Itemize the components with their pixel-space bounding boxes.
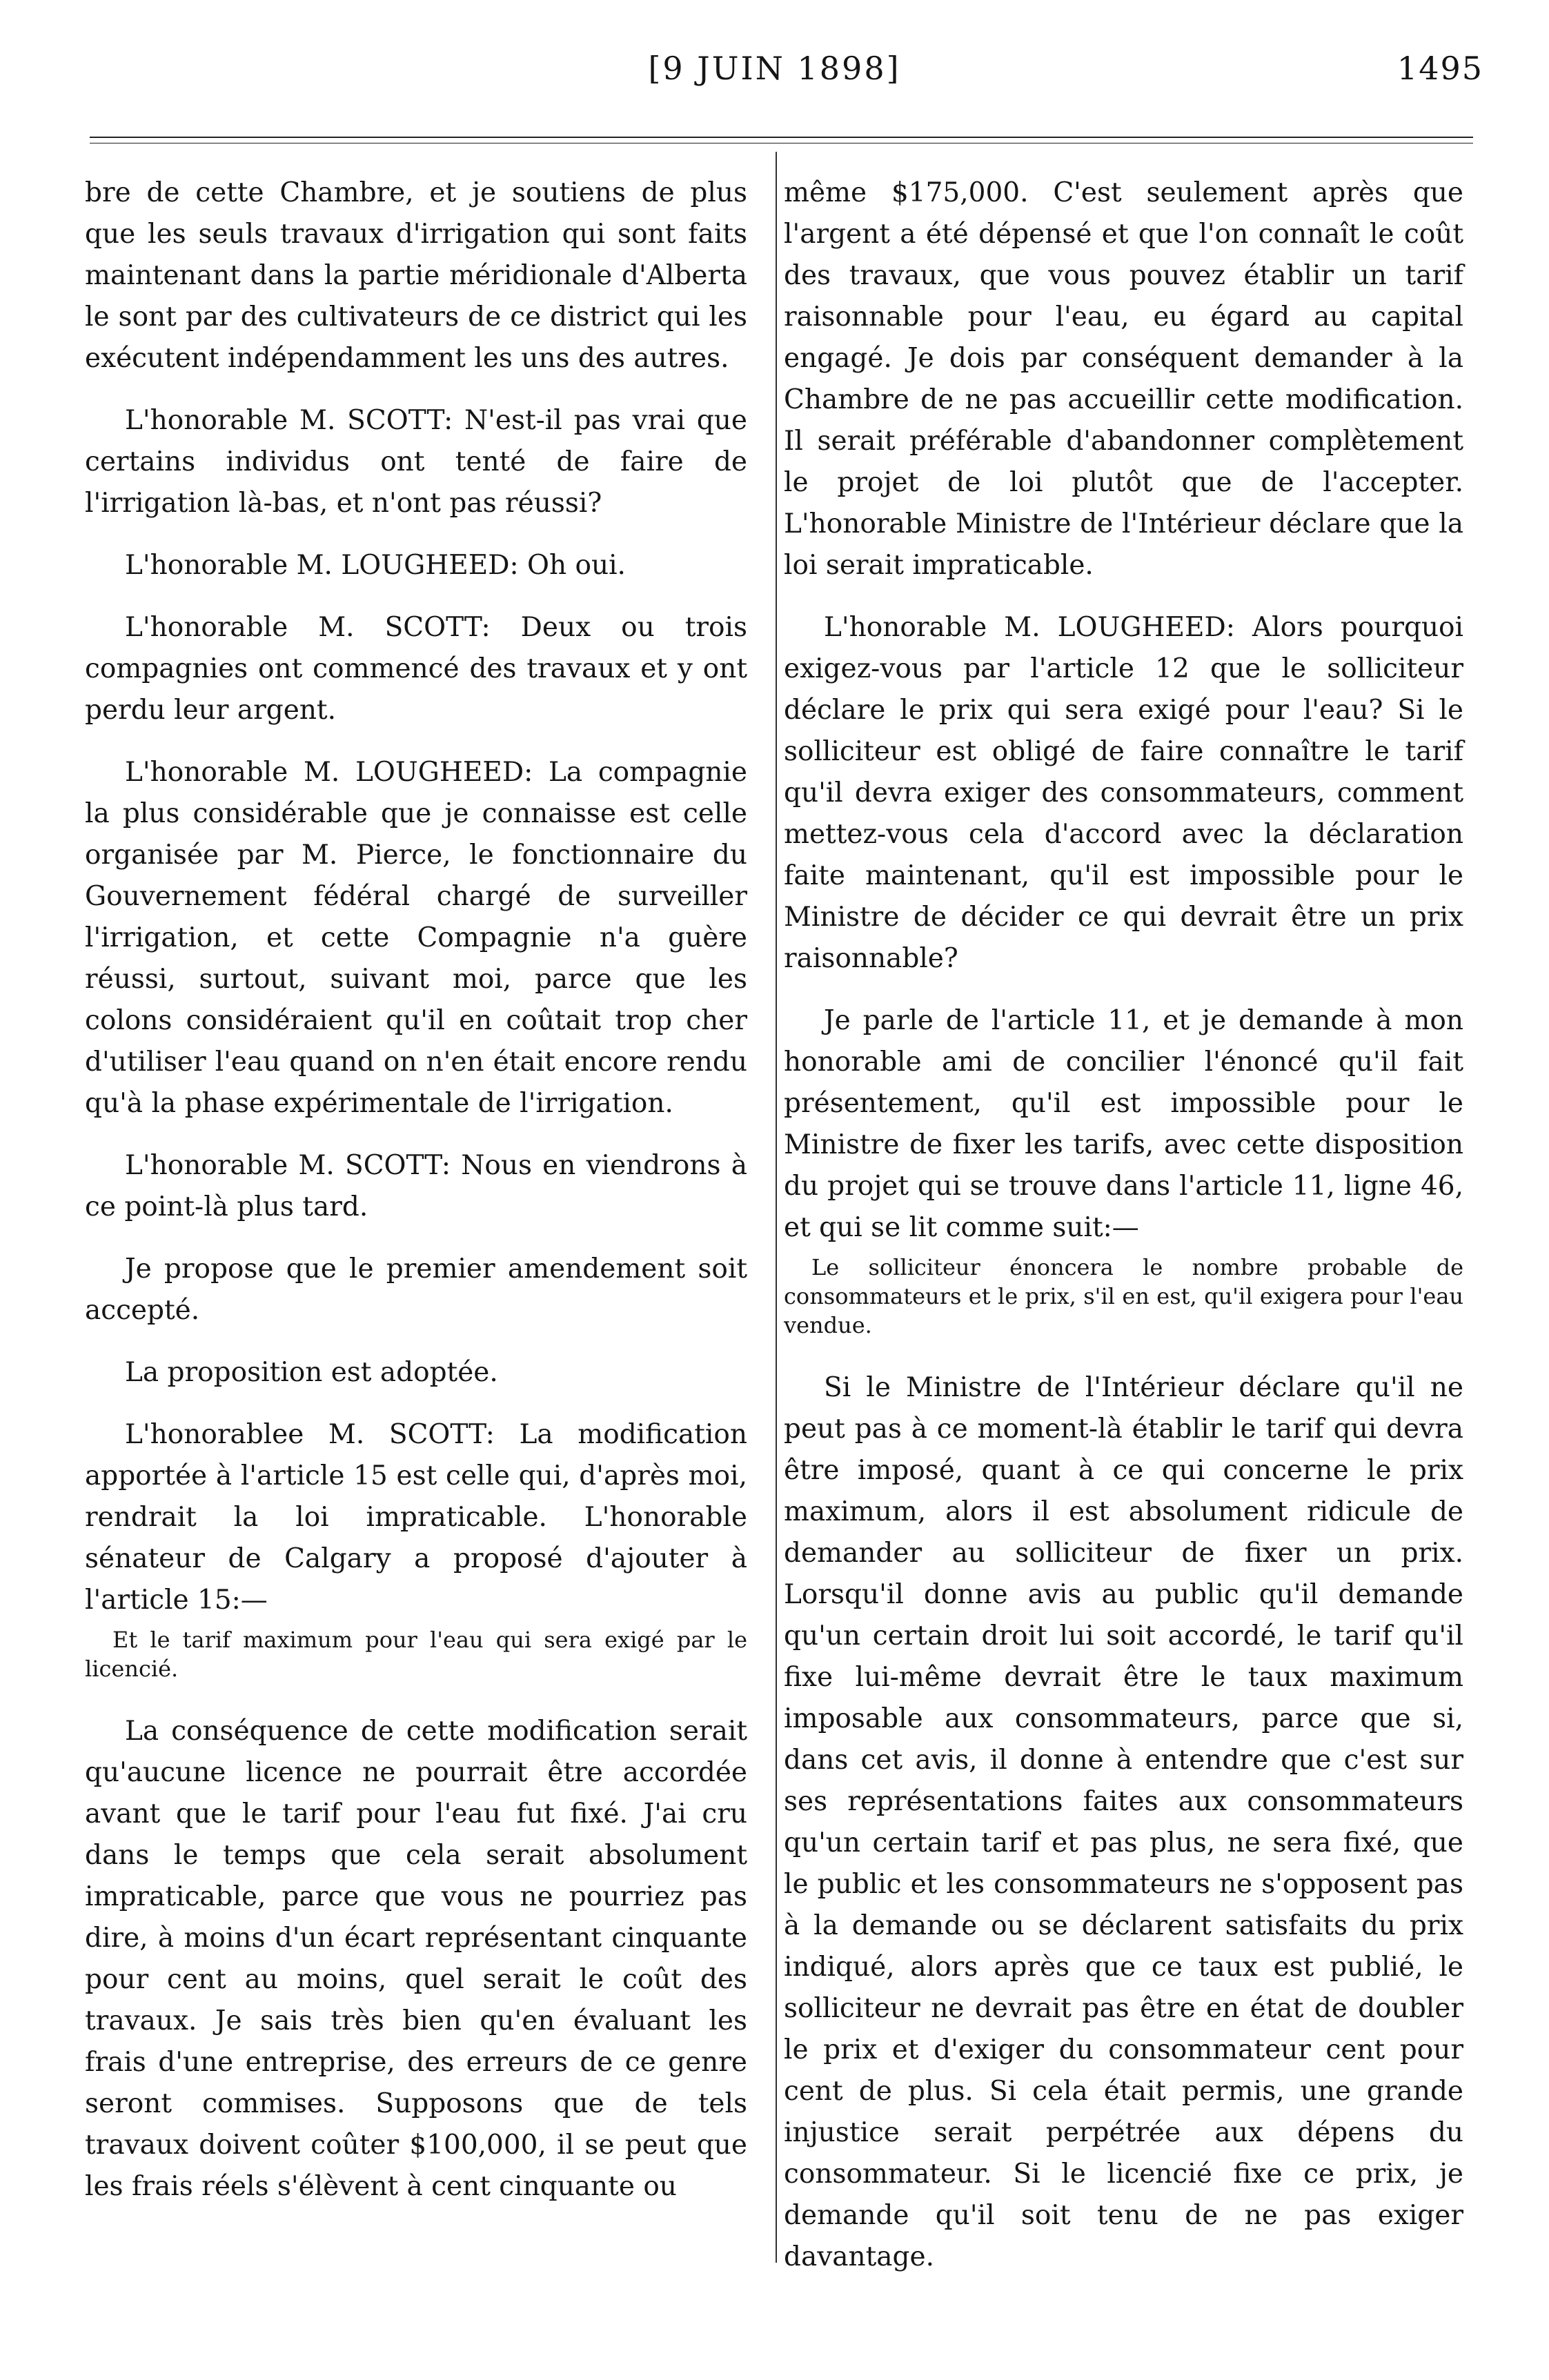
paragraph: L'honorable M. SCOTT: N'est-il pas vrai que certains individus ont tenté de faire de l'irrigation là-bas, et n'ont pas réussi? bbox=[85, 405, 747, 519]
page-number: 1495 bbox=[1397, 50, 1483, 87]
header-date: [9 JUIN 1898] bbox=[648, 50, 901, 87]
paragraph: même $175,000. C'est seulement après que l'argent a été dépensé et que l'on connaît le coût des travaux, que vous pouvez établir un tarif raisonnable pour l'eau, eu égard au capital engagé. Je dois par conséquent demander à la Chambre de ne pas accueillir cette modification. Il serait préférable d'abandonner complètement le projet de loi plutôt que de l'accepter. L'honorable Ministre de l'Intérieur déclare que la loi serait impraticable. bbox=[784, 177, 1463, 581]
paragraph: bre de cette Chambre, et je soutiens de plus que les seuls travaux d'irrigation qui sont faits maintenant dans la partie méridionale d'Alberta le sont par des cultivateurs de ce district qui les exécutent indépendamment les uns des autres. bbox=[85, 177, 747, 374]
left-column bbox=[85, 172, 747, 2228]
quoted-amendment: Le solliciteur énoncera le nombre probable de consommateurs et le prix, s'il en est, qu'il exigera pour l'eau vendue. bbox=[784, 1254, 1463, 1338]
right-column bbox=[784, 172, 1463, 2299]
paragraph: L'honorablee M. SCOTT: La modification apportée à l'article 15 est celle qui, d'après moi, rendrait la loi impraticable. L'honorable sénateur de Calgary a proposé d'ajouter à l'article 15:— bbox=[85, 1419, 747, 1616]
page-header bbox=[0, 50, 1549, 105]
quoted-amendment: Et le tarif maximum pour l'eau qui sera exigé par le licencié. bbox=[85, 1627, 747, 1682]
column-divider bbox=[776, 152, 777, 2263]
paragraph: L'honorable M. LOUGHEED: Oh oui. bbox=[125, 550, 626, 581]
paragraph: L'honorable M. LOUGHEED: La compagnie la plus considérable que je connaisse est celle organisée par M. Pierce, le fonctionnaire du Gouvernement fédéral chargé de surveiller l'irrigation, et cette Compagnie n'a guère réussi, surtout, suivant moi, parce que les colons considéraient qu'il en coûtait trop cher d'utiliser l'eau quand on n'en était encore rendu qu'à la phase expérimentale de l'irrigation. bbox=[85, 757, 747, 1119]
paragraph: Si le Ministre de l'Intérieur déclare qu'il ne peut pas à ce moment-là établir le tarif qui devra être imposé, quant à ce qui concerne le prix maximum, alors il est absolument ridicule de demander au solliciteur de fixer un prix. Lorsqu'il donne avis au public qu'il demande qu'un certain droit lui soit accordé, le tarif qu'il fixe lui-même devrait être le taux maximum imposable aux consommateurs, parce que si, dans cet avis, il donne à entendre que c'est sur ses représentations faites aux consommateurs qu'un certain tarif et pas plus, ne sera fixé, que le public et les consommateurs ne s'opposent pas à la demande ou se déclarent satisfaits du prix indiqué, alors après que ce taux est publié, le solliciteur ne devrait pas être en état de doubler le prix et d'exiger du consommateur cent pour cent de plus. Si cela était permis, une grande injustice serait perpétrée aux dépens du consommateur. Si le licencié fixe ce prix, je demande qu'il soit tenu de ne pas exiger davantage. bbox=[784, 1372, 1463, 2272]
paragraph: La conséquence de cette modification serait qu'aucune licence ne pourrait être accordée avant que le tarif pour l'eau fut fixé. J'ai cru dans le temps que cela serait absolument impraticable, parce que vous ne pourriez pas dire, à moins d'un écart représentant cinquante pour cent au moins, quel serait le coût des travaux. Je sais très bien qu'en évaluant les frais d'une entreprise, des erreurs de ce genre seront commises. Supposons que de tels travaux doivent coûter $100,000, il se peut que les frais réels s'élèvent à cent cinquante ou bbox=[85, 1716, 747, 2202]
paragraph: L'honorable M. SCOTT: Nous en viendrons à ce point-là plus tard. bbox=[85, 1150, 747, 1222]
paragraph: L'honorable M. SCOTT: Deux ou trois compagnies ont commencé des travaux et y ont perdu leur argent. bbox=[85, 612, 747, 726]
paragraph: Je propose que le premier amendement soit accepté. bbox=[85, 1253, 747, 1326]
paragraph: L'honorable M. LOUGHEED: Alors pourquoi exigez-vous par l'article 12 que le solliciteur déclare le prix qui sera exigé pour l'eau? Si le solliciteur est obligé de faire connaître le tarif qu'il devra exiger des consommateurs, comment mettez-vous cela d'accord avec la déclaration faite maintenant, qu'il est impossible pour le Ministre de décider ce qui devrait être un prix raisonnable? bbox=[784, 612, 1463, 974]
header-rule bbox=[90, 137, 1473, 138]
paragraph: Je parle de l'article 11, et je demande à mon honorable ami de concilier l'énoncé qu'il fait présentement, qu'il est impossible pour le Ministre de fixer les tarifs, avec cette disposition du projet qui se trouve dans l'article 11, ligne 46, et qui se lit comme suit:— bbox=[784, 1005, 1463, 1243]
paragraph: La proposition est adoptée. bbox=[125, 1357, 498, 1388]
